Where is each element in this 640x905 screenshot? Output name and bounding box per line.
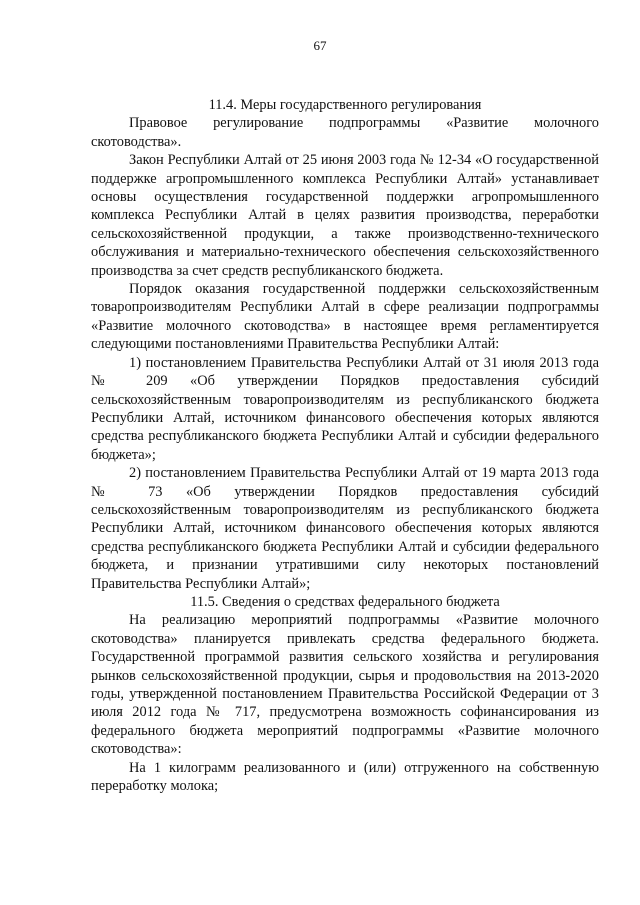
page-number: 67 xyxy=(313,38,327,53)
paragraph-federal-funds: На реализацию мероприятий подпрограммы «Развитие молочного скотоводства» планируется привлекать средства федерального бюджета. Государственной программой развития сельского хозяйства и регулирования рынков сельскохозяйственной продукции, сырья и продовольствия на 2013-2020 годы, утвержденной постановлением Правительства Российской Федерации от 3 июля 2012 года № 717, предусмотрена возможность софинансирования из федерального бюджета мероприятий подпрограммы «Развитие молочного скотоводства»: xyxy=(91,612,599,758)
list-item-resolution-209: 1) постановлением Правительства Республики Алтай от 31 июля 2013 года № 209 «Об утверждении Порядков предоставления субсидий сельскохозяйственным товаропроизводителям из республиканского бюджета Республики Алтай, источником финансового обеспечения которых являются средства республиканского бюджета Республики Алтай и субсидии федерального бюджета»; xyxy=(91,354,599,463)
document-body xyxy=(91,96,599,795)
list-item-resolution-73: 2) постановлением Правительства Республики Алтай от 19 марта 2013 года № 73 «Об утверждении Порядков предоставления субсидий сельскохозяйственным товаропроизводителям из республиканского бюджета Республики Алтай, источником финансового обеспечения которых являются средства республиканского бюджета Республики Алтай и субсидии федерального бюджета, и признании утратившими силу некоторых постановлений Правительства Республики Алтай»; xyxy=(91,465,599,592)
section-heading-11-5: 11.5. Сведения о средствах федерального бюджета xyxy=(190,593,500,610)
paragraph-law-altai: Закон Республики Алтай от 25 июня 2003 года № 12-34 «О государственной поддержке агропромышленного комплекса Республики Алтай» устанавливает основы осуществления государственной поддержки агропромышленного комплекса Республики Алтай в целях развития производства, переработки сельскохозяйственной продукции, а также производственно-технического обслуживания и материально-технического обеспечения сельскохозяйственного производства за счет средств республиканского бюджета. xyxy=(91,152,599,279)
paragraph-support-procedure: Порядок оказания государственной поддержки сельскохозяйственным товаропроизводителям Республики Алтай в сфере реализации подпрограммы «Развитие молочного скотоводства» в настоящее время регламентируется следующими постановлениями Правительства Республики Алтай: xyxy=(91,281,599,353)
paragraph-legal-regulation: Правовое регулирование подпрограммы «Развитие молочного скотоводства». xyxy=(91,115,599,150)
section-heading-11-4: 11.4. Меры государственного регулирования xyxy=(208,97,482,113)
paragraph-per-kilogram-milk: На 1 килограмм реализованного и (или) отгруженного на собственную переработку молока; xyxy=(91,759,599,795)
